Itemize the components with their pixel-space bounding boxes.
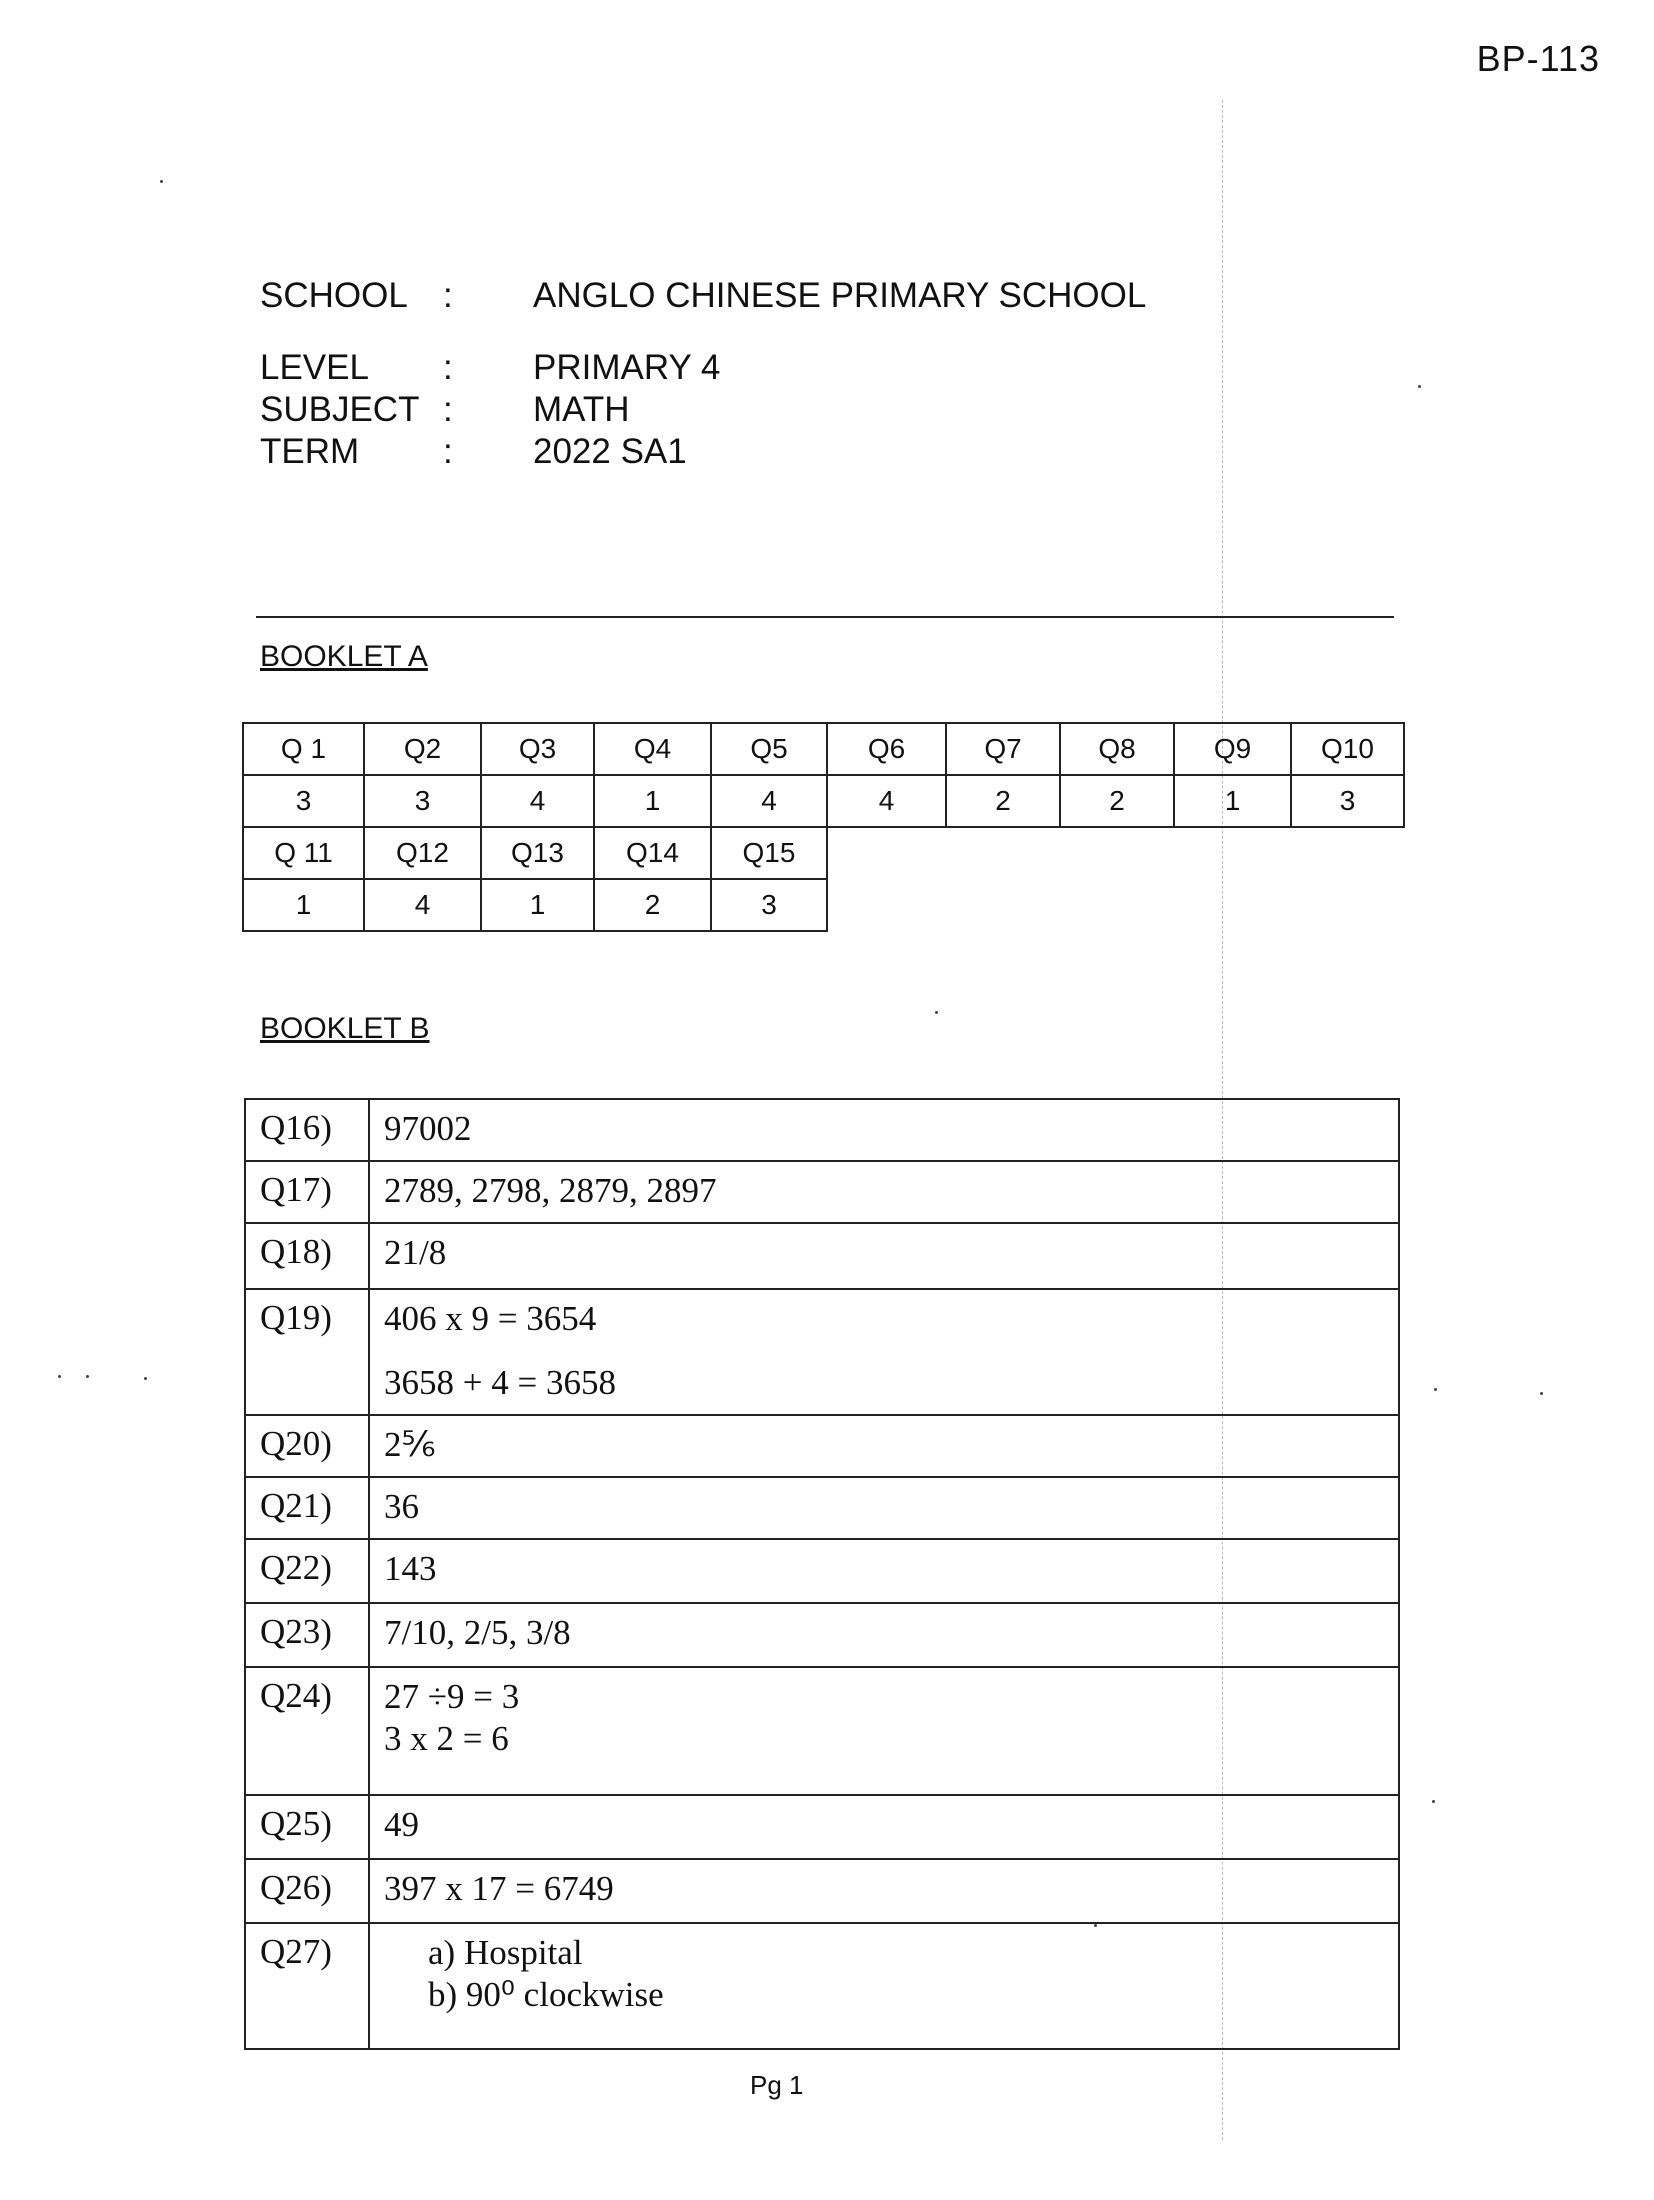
answer-line: 143 (384, 1549, 437, 1588)
answer-cell: 4 (364, 879, 481, 931)
answer-text (369, 1859, 1399, 1923)
answer-cell: 1 (243, 879, 364, 931)
question-cell: Q12 (364, 827, 481, 879)
question-cell: Q10 (1291, 723, 1404, 775)
answer-row (245, 1099, 1399, 1161)
answer-line: 7/10, 2/5, 3/8 (384, 1613, 571, 1652)
answer-cell: 1 (1174, 775, 1291, 827)
answer-cell: 4 (827, 775, 946, 827)
header-divider (256, 616, 1394, 618)
answer-cell: 4 (711, 775, 827, 827)
answer-row (245, 1667, 1399, 1795)
answer-line: 2789, 2798, 2879, 2897 (384, 1171, 717, 1210)
booklet-a-heading: BOOKLET A (260, 640, 428, 673)
school-value: ANGLO CHINESE PRIMARY SCHOOL (533, 276, 1147, 315)
answer-row (245, 1923, 1399, 2049)
scan-speck (86, 1375, 89, 1378)
question-number: Q26) (245, 1859, 369, 1923)
answer-row (245, 1859, 1399, 1923)
page-number: Pg 1 (750, 2070, 804, 2100)
answer-row (245, 1603, 1399, 1667)
answer-line: 49 (384, 1805, 419, 1844)
level-label: LEVEL (260, 348, 369, 387)
scan-speck (144, 1377, 147, 1380)
answer-text (369, 1223, 1399, 1289)
colon: : (443, 348, 453, 387)
question-number: Q18) (245, 1223, 369, 1289)
scan-speck (58, 1375, 61, 1378)
answer-line: 397 x 17 = 6749 (384, 1869, 614, 1908)
answer-text (369, 1795, 1399, 1859)
question-cell: Q3 (481, 723, 594, 775)
question-cell: Q5 (711, 723, 827, 775)
answer-text (369, 1099, 1399, 1161)
question-number: Q22) (245, 1539, 369, 1603)
question-number: Q25) (245, 1795, 369, 1859)
question-number: Q24) (245, 1667, 369, 1795)
answer-row (245, 1415, 1399, 1477)
answer-text (369, 1289, 1399, 1415)
term-value: 2022 SA1 (533, 432, 687, 471)
empty-area (827, 827, 1404, 879)
answer-cell: 2 (594, 879, 711, 931)
booklet-a-question-row (243, 827, 1404, 879)
question-number: Q23) (245, 1603, 369, 1667)
answer-text (369, 1603, 1399, 1667)
booklet-a-answer-row (243, 775, 1404, 827)
question-cell: Q4 (594, 723, 711, 775)
answer-row (245, 1539, 1399, 1603)
answer-line: 21/8 (384, 1233, 447, 1272)
answer-text (369, 1415, 1399, 1477)
answer-line: 97002 (384, 1109, 472, 1148)
scan-speck (1434, 1388, 1437, 1391)
question-cell: Q 1 (243, 723, 364, 775)
answer-text (369, 1923, 1399, 2049)
scan-speck (1418, 385, 1421, 388)
scan-speck (1432, 1800, 1435, 1803)
school-label: SCHOOL (260, 276, 408, 315)
answer-line: 3658 + 4 = 3658 (384, 1363, 616, 1402)
answer-row (245, 1795, 1399, 1859)
answer-row (245, 1477, 1399, 1539)
scan-speck (1540, 1392, 1543, 1395)
subject-value: MATH (533, 390, 630, 429)
colon: : (443, 390, 453, 429)
scan-speck (935, 1011, 938, 1014)
answer-cell: 3 (1291, 775, 1404, 827)
answer-text (369, 1161, 1399, 1223)
answer-row (245, 1161, 1399, 1223)
answer-cell: 3 (243, 775, 364, 827)
question-cell: Q6 (827, 723, 946, 775)
answer-line: 36 (384, 1487, 419, 1526)
answer-row (245, 1223, 1399, 1289)
answer-cell: 1 (481, 879, 594, 931)
answer-line: 3 x 2 = 6 (384, 1719, 509, 1758)
answer-line: 2⅚ (384, 1425, 436, 1464)
question-cell: Q15 (711, 827, 827, 879)
answer-cell: 1 (594, 775, 711, 827)
answer-text (369, 1477, 1399, 1539)
question-cell: Q14 (594, 827, 711, 879)
answer-line: 406 x 9 = 3654 (384, 1299, 597, 1338)
question-cell: Q9 (1174, 723, 1291, 775)
scan-speck (160, 180, 163, 183)
page-code: BP-113 (1476, 38, 1600, 79)
answer-cell: 2 (946, 775, 1060, 827)
question-cell: Q7 (946, 723, 1060, 775)
answer-line: a) Hospital (428, 1933, 583, 1972)
booklet-b-table (244, 1098, 1400, 2050)
question-cell: Q8 (1060, 723, 1174, 775)
question-number: Q16) (245, 1099, 369, 1161)
question-number: Q17) (245, 1161, 369, 1223)
answer-cell: 3 (364, 775, 481, 827)
question-number: Q19) (245, 1289, 369, 1415)
subject-label: SUBJECT (260, 390, 420, 429)
booklet-a-answer-row (243, 879, 1404, 931)
term-label: TERM (260, 432, 360, 471)
booklet-a-table (242, 722, 1405, 932)
answer-row (245, 1289, 1399, 1415)
answer-cell: 3 (711, 879, 827, 931)
colon: : (443, 432, 453, 471)
question-number: Q27) (245, 1923, 369, 2049)
booklet-a-question-row (243, 723, 1404, 775)
question-number: Q21) (245, 1477, 369, 1539)
empty-area (827, 879, 1404, 931)
colon: : (443, 276, 453, 315)
answer-line: 27 ÷9 = 3 (384, 1677, 520, 1716)
booklet-b-heading: BOOKLET B (260, 1012, 430, 1045)
answer-text (369, 1539, 1399, 1603)
answer-line: b) 90⁰ clockwise (428, 1975, 664, 2014)
question-cell: Q 11 (243, 827, 364, 879)
answer-cell: 2 (1060, 775, 1174, 827)
question-cell: Q2 (364, 723, 481, 775)
answer-cell: 4 (481, 775, 594, 827)
question-cell: Q13 (481, 827, 594, 879)
level-value: PRIMARY 4 (533, 348, 721, 387)
answer-text (369, 1667, 1399, 1795)
question-number: Q20) (245, 1415, 369, 1477)
